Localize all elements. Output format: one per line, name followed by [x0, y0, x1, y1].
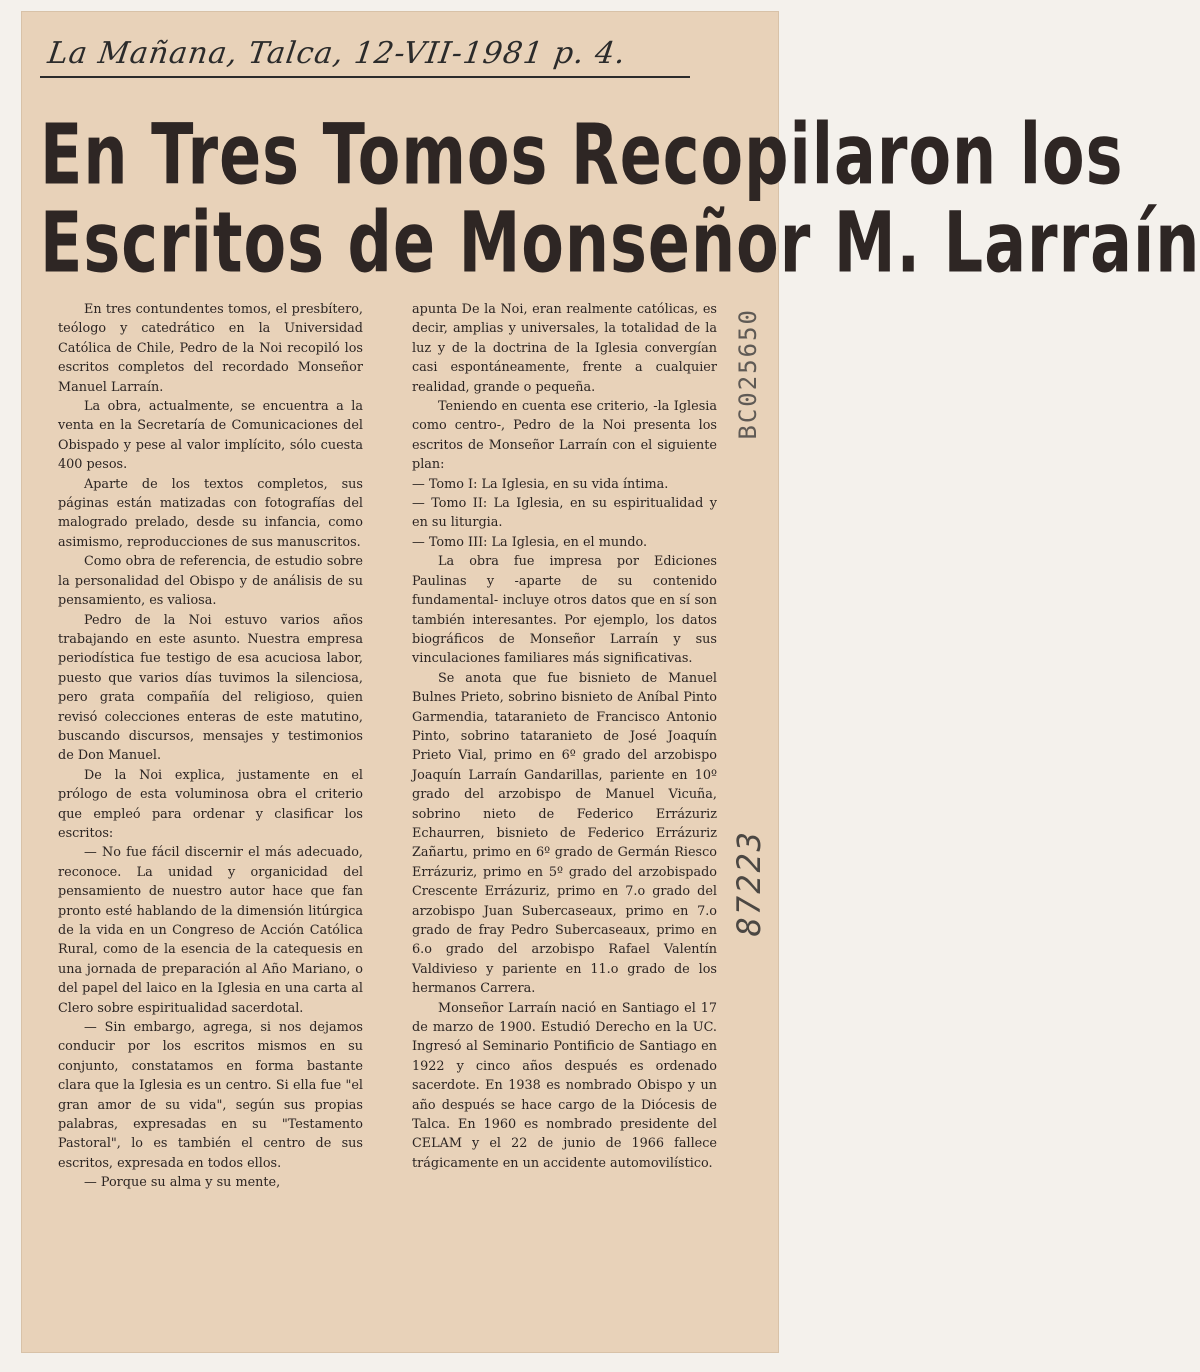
paragraph: Teniendo en cuenta ese criterio, -la Iglesia como centro-, Pedro de la Noi presenta los escritos de Monseñor Larraín con el siguiente plan:	[412, 399, 717, 473]
paragraph: Aparte de los textos completos, sus páginas están matizadas con fotografías del malogrado prelado, desde su infancia, como asimismo, reproducciones de sus manuscritos.	[58, 476, 363, 550]
archive-code: BC025650	[734, 308, 762, 440]
paragraph: De la Noi explica, justamente en el prólogo de esta voluminosa obra el criterio que empleó para ordenar y clasificar los escritos:	[58, 767, 363, 841]
paragraph: La obra, actualmente, se encuentra a la venta en la Secretaría de Comunicaciones del Obispado y pese al valor implícito, sólo cuesta 400 pesos.	[58, 399, 363, 473]
headline-line-1: En Tres Tomos Recopilaron los	[40, 105, 1124, 204]
paragraph: Como obra de referencia, de estudio sobre la personalidad del Obispo y de análisis de su pensamiento, es valiosa.	[58, 554, 363, 609]
headline	[40, 100, 1200, 292]
article-column-left	[58, 300, 363, 1193]
paragraph: — Sin embargo, agrega, si nos dejamos conducir por los escritos mismos en su conjunto, constatamos en forma bastante clara que la Iglesia es un centro. Si ella fue "el gran amor de su vida", según sus propias palabras, expresadas en su "Testamento Pastoral", lo es también el centro de sus escritos, expresada en todos ellos.	[58, 1020, 363, 1171]
archive-stamp	[730, 300, 770, 937]
handwritten-reference-number: 87223	[730, 830, 768, 937]
headline-line-2: Escritos de Monseñor M. Larraín	[40, 193, 1200, 292]
volume-item: — Tomo II: La Iglesia, en su espiritualidad y en su liturgia.	[412, 496, 717, 531]
article-column-right	[412, 300, 717, 1173]
annotation-underline	[40, 76, 690, 78]
paragraph: apunta De la Noi, eran realmente católicas, es decir, amplias y universales, la totalidad de la luz y de la doctrina de la Iglesia convergían casi espontáneamente, frente a cualquier realidad, grande o pequeña.	[412, 302, 717, 395]
paragraph: Monseñor Larraín nació en Santiago el 17 de marzo de 1900. Estudió Derecho en la UC. Ingresó al Seminario Pontificio de Santiago en 1922 y cinco años después es ordenado sacerdote. En 1938 es nombrado Obispo y un año después se hace cargo de la Diócesis de Talca. En 1960 es nombrado presidente del CELAM y el 22 de junio de 1966 fallece trágicamente en un accidente automovilístico.	[412, 1000, 717, 1171]
volume-item: — Tomo I: La Iglesia, en su vida íntima.	[412, 476, 669, 492]
volume-item: — Tomo III: La Iglesia, en el mundo.	[412, 534, 648, 550]
paragraph: La obra fue impresa por Ediciones Paulinas y -aparte de su contenido fundamental- incluye otros datos que en sí son también interesantes. Por ejemplo, los datos biográficos de Monseñor Larraín y sus vinculaciones familiares más significativas.	[412, 554, 717, 667]
paragraph: En tres contundentes tomos, el presbítero, teólogo y catedrático en la Universidad Católica de Chile, Pedro de la Noi recopiló los escritos completos del recordado Monseñor Manuel Larraín.	[58, 302, 363, 395]
handwritten-source-note: La Mañana, Talca, 12-VII-1981 p. 4.	[45, 36, 629, 71]
paragraph: Se anota que fue bisnieto de Manuel Bulnes Prieto, sobrino bisnieto de Aníbal Pinto Garmendia, tataranieto de Francisco Antonio Pinto, sobrino tataranieto de José Joaquín Prieto Vial, primo en 6º grado del arzobispo Joaquín Larraín Gandarillas, pariente en 10º grado del arzobispo de Manuel Vicuña, sobrino nieto de Federico Errázuriz Echaurren, bisnieto de Federico Errázuriz Zañartu, primo en 6º grado de Germán Riesco Errázuriz, primo en 5º grado del arzobispado Crescente Errázuriz, primo en 7.o grado del arzobispo Juan Subercaseaux, primo en 7.o grado de fray Pedro Subercaseaux, primo en 6.o grado del arzobispo Rafael Valentín Valdivieso y pariente en 11.o grado de los hermanos Carrera.	[412, 670, 717, 997]
paragraph: — No fue fácil discernir el más adecuado, reconoce. La unidad y organicidad del pensamiento de nuestro autor hace que fan pronto esté hablando de la dimensión litúrgica de la vida en un Congreso de Acción Católica Rural, como de la esencia de la catequesis en una jornada de preparación al Año Mariano, o del papel del laico en la Iglesia en una carta al Clero sobre espiritualidad sacerdotal.	[58, 845, 363, 1016]
paragraph: Pedro de la Noi estuvo varios años trabajando en este asunto. Nuestra empresa periodística fue testigo de esa acuciosa labor, puesto que varios días tuvimos la silenciosa, pero grata compañía del religioso, quien revisó colecciones enteras de este matutino, buscando discursos, mensajes y testimonios de Don Manuel.	[58, 612, 363, 764]
paragraph: — Porque su alma y su mente,	[84, 1175, 281, 1191]
